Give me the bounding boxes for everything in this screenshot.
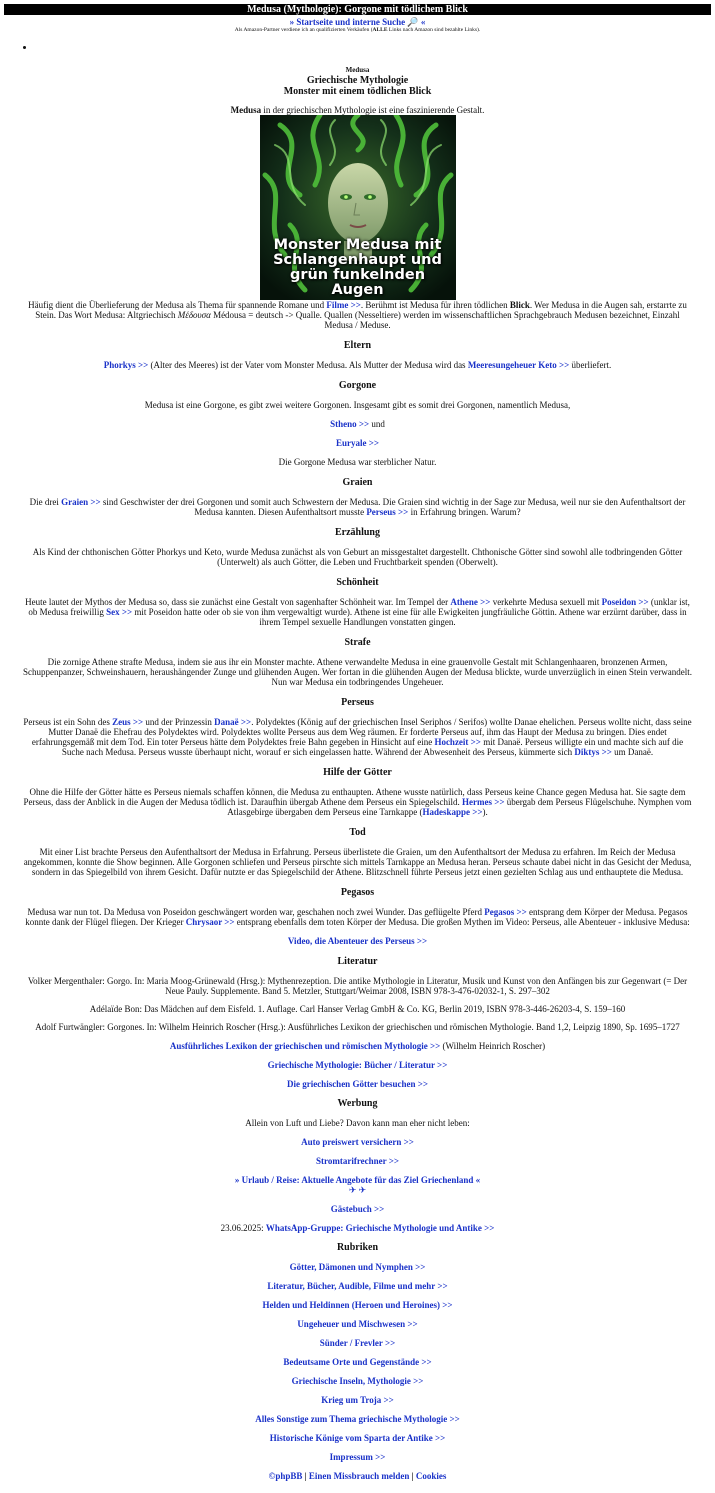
rubrik-orte-link[interactable]: Bedeutsame Orte und Gegenstände >> [283, 1357, 432, 1367]
literatur-item-1: Volker Mergenthaler: Gorgo. In: Maria Moog-Grünewald (Hrsg.): Mythenrezeption. Die antike Mythologie in Literatur, Musik und Kunst von den Anfängen bis zur Gegenwart (= Der Neue Pauly. Supplemente. Band 5. Metzler, Stuttgart/Weimar 2008, ISBN 978-3-476-02032-1, S. 297–302 [27, 976, 688, 996]
rubrik-goetter-link[interactable]: Götter, Dämonen und Nymphen >> [289, 1262, 426, 1272]
stheno-link[interactable]: Stheno >> [330, 419, 370, 429]
hilfe-paragraph: Ohne die Hilfe der Götter hätte es Perseus niemals schaffen können, die Medusa zu enthaupten. Athene wusste natürlich, dass Perseus keine Chance gegen Medusa hat. Sie sagte dem Perseus, dass der Anblick in die Augen der Medusa tödlich ist. Daraufhin übergab Athene dem Perseus ein Spiegelschild. Hermes >> übergab dem Perseus Flügelschuhe. Nymphen vom Atlasgebirge übergaben dem Perseus eine Tarnkappe (Hadeskappe >>). [23, 787, 692, 817]
graien-heading: Graien [342, 477, 373, 488]
hilfe-heading: Hilfe der Götter [323, 767, 392, 778]
rubrik-literatur-link[interactable]: Literatur, Bücher, Audible, Filme und mehr >> [267, 1281, 448, 1291]
lexikon-line: Ausführliches Lexikon der griechischen und römischen Mythologie >> (Wilhelm Heinrich Roscher) [169, 1041, 546, 1051]
werbung-heading: Werbung [337, 1098, 378, 1109]
perseus-link[interactable]: Perseus >> [366, 507, 409, 517]
urlaub-suffix[interactable]: « [475, 1175, 481, 1185]
urlaub-link[interactable]: Urlaub / Reise: Aktuelle Angebote für das Ziel Griechenland [241, 1175, 474, 1185]
rubrik-item [0, 1319, 715, 1329]
books-line [0, 1060, 715, 1070]
hermes-link[interactable]: Hermes >> [461, 797, 505, 807]
books-link[interactable]: Griechische Mythologie: Bücher / Literatur >> [267, 1060, 448, 1070]
guestbook-link[interactable]: Gästebuch >> [330, 1204, 385, 1214]
keto-link[interactable]: Meeresungeheuer Keto >> [467, 360, 570, 370]
rubrik-item [0, 1262, 715, 1272]
literatur-heading: Literatur [337, 956, 378, 967]
top-nav [0, 17, 715, 27]
graien-paragraph: Die drei Graien >> sind Geschwister der drei Gorgonen und somit auch Schwestern der Medusa. Die Graien sind wichtig in der Sage zur Medusa, weil nur sie den Aufenthaltsort der Medusa kannten. Diesen Aufenthaltsort musste Perseus >> in Erfahrung bringen. Warum? [29, 497, 686, 517]
hadeskappe-link[interactable]: Hadeskappe >> [422, 807, 483, 817]
rubrik-item [0, 1376, 715, 1386]
rubrik-sonstiges-link[interactable]: Alles Sonstige zum Thema griechische Mythologie >> [255, 1414, 460, 1424]
gorgone-heading: Gorgone [338, 380, 377, 391]
rubrik-item [0, 1357, 715, 1367]
magnifier-icon[interactable]: 🔎 [407, 17, 419, 27]
gods-line [0, 1079, 715, 1089]
rubrik-item [0, 1338, 715, 1348]
hero-caption: Monster Medusa mit Schlangenhaupt und grün funkelnden Augen [273, 237, 442, 298]
strafe-heading: Strafe [344, 637, 371, 648]
home-search-link[interactable]: Startseite und interne Suche [296, 17, 406, 27]
whatsapp-line: 23.06.2025: WhatsApp-Gruppe: Griechische Mythologie und Antike >> [220, 1223, 495, 1233]
poseidon-link[interactable]: Poseidon >> [601, 597, 649, 607]
abuse-link[interactable]: Einen Missbrauch melden [308, 1471, 410, 1481]
rubrik-sparta-link[interactable]: Historische Könige vom Sparta der Antike >> [269, 1433, 446, 1443]
guestbook-line [0, 1204, 715, 1214]
cookies-link[interactable]: Cookies [415, 1471, 447, 1481]
schoenheit-paragraph: Heute lautet der Mythos der Medusa so, dass sie zunächst eine Gestalt von sagenhafter Schönheit war. Im Tempel der Athene >> verkehrte Medusa sexuell mit Poseidon >> (unklar ist, ob Medusa freiwillig Sex >> mit Poseidon hatte oder ob sie von ihm vergewaltigt wurde). Athene ist eine für alle Ewigkeiten jungfräuliche Göttin. Athene war erzürnt darüber, dass in ihrem Tempel sexuelle Handlungen vonstatten gingen. [25, 597, 690, 627]
eltern-paragraph: Phorkys >> (Alter des Meeres) ist der Vater vom Monster Medusa. Als Mutter der Medusa wird das Meeresungeheuer Keto >> überliefert. [103, 360, 612, 370]
tod-heading: Tod [349, 827, 366, 838]
athene-link[interactable]: Athene >> [450, 597, 491, 607]
whatsapp-link[interactable]: WhatsApp-Gruppe: Griechische Mythologie und Antike >> [265, 1223, 495, 1233]
auto-line [0, 1137, 715, 1147]
page-title: Medusa (Mythologie): Gorgone mit tödlichem Blick [247, 4, 468, 15]
rubrik-helden-link[interactable]: Helden und Heldinnen (Heroen und Heroines) >> [262, 1300, 453, 1310]
rubriken-heading: Rubriken [336, 1242, 379, 1253]
zeus-link[interactable]: Zeus >> [112, 717, 144, 727]
pegasos-heading: Pegasos [340, 887, 375, 898]
header-line2: Monster mit einem tödlichen Blick [283, 86, 432, 97]
chrysaor-link[interactable]: Chrysaor >> [185, 917, 235, 927]
eltern-heading: Eltern [343, 340, 372, 351]
stheno-line: Stheno >> und [330, 419, 385, 429]
medusa-hero-image [260, 115, 456, 300]
rubrik-item [0, 1300, 715, 1310]
strom-link[interactable]: Stromtarifrechner >> [316, 1156, 399, 1166]
rubrik-ungeheuer-link[interactable]: Ungeheuer und Mischwesen >> [297, 1319, 418, 1329]
schoenheit-heading: Schönheit [336, 577, 379, 588]
gorgone-paragraph: Medusa ist eine Gorgone, es gibt zwei weitere Gorgonen. Insgesamt gibt es somit drei Gorgonen, namentlich Medusa, [144, 400, 571, 410]
video-line [0, 936, 715, 946]
euryale-line [0, 438, 715, 448]
phorkys-link[interactable]: Phorkys >> [103, 360, 149, 370]
rubrik-item [0, 1395, 715, 1405]
strafe-paragraph: Die zornige Athene strafte Medusa, indem sie aus ihr ein Monster machte. Athene verwandelte Medusa in eine grauenvolle Gestalt mit Schlangenhaaren, bronzenen Armen, Schuppenpanzer, Schweinshauern, heraushängender Zunge und glühenden Augen. Wer fortan in die glühenden Augen der Medusa blickte, wurde unverzüglich in einen Stein verwandelt. Nun war Medusa ein todbringendes Ungeheuer. [22, 657, 693, 687]
blick-paragraph: Häufig dient die Überlieferung der Medusa als Thema für spannende Romane und Filme >>. Berühmt ist Medusa für ihren tödlichen Blick. Wer Medusa in die Augen sah, erstarrte zu Stein. Das Wort Medusa: Altgriechisch Μέδουσα Médousa = deutsch -> Qualle. Quallen (Nesseltiere) werden im wissenschaftlichen Sprachgebrauch Medusen bezeichnet, Einzahl Medusa / Meduse. [28, 300, 687, 330]
header-small: Medusa [345, 66, 370, 74]
page-title-bar [4, 4, 711, 15]
rubrik-inseln-link[interactable]: Griechische Inseln, Mythologie >> [291, 1376, 424, 1386]
intro-paragraph: Medusa in der griechischen Mythologie ist eine faszinierende Gestalt. [230, 105, 485, 115]
strom-line [0, 1156, 715, 1166]
video-perseus-link[interactable]: Video, die Abenteuer des Perseus >> [287, 936, 428, 946]
footer: ©phpBB | Einen Missbrauch melden | Cookies [268, 1471, 447, 1481]
rubrik-item [0, 1281, 715, 1291]
nav-suffix[interactable]: « [420, 17, 426, 27]
gods-link[interactable]: Die griechischen Götter besuchen >> [286, 1079, 429, 1089]
literatur-item-2: Adélaïde Bon: Das Mädchen auf dem Eisfeld. 1. Auflage. Carl Hanser Verlag GmbH & Co. KG, Berlin 2019, ISBN 978-3-446-26203-4, S. 159–160 [89, 1004, 626, 1014]
airplane-icon[interactable]: ✈ ✈ [348, 1185, 367, 1195]
euryale-link[interactable]: Euryale >> [335, 438, 379, 448]
amazon-disclaimer: Als Amazon-Partner verdiene ich an qualifizierten Verkäufen (ALLE Links nach Amazon sind bezahlte Links). [234, 27, 481, 33]
impressum-link[interactable]: Impressum >> [329, 1452, 386, 1462]
urlaub-line [0, 1175, 715, 1185]
urlaub-prefix[interactable]: » [234, 1175, 240, 1185]
sex-link[interactable]: Sex >> [106, 607, 133, 617]
lexikon-link[interactable]: Ausführliches Lexikon der griechischen und römischen Mythologie >> [169, 1041, 441, 1051]
rubrik-suender-link[interactable]: Sünder / Frevler >> [319, 1338, 396, 1348]
graien-link[interactable]: Graien >> [61, 497, 101, 507]
nav-prefix[interactable]: » [289, 17, 295, 27]
filme-link[interactable]: Filme >> [326, 300, 361, 310]
pegasos-link[interactable]: Pegasos >> [484, 907, 527, 917]
literatur-item-3: Adolf Furtwängler: Gorgones. In: Wilhelm Heinrich Roscher (Hrsg.): Ausführliches Lexikon der griechischen und römischen Mythologie. Band 1,2, Leipzig 1890, Sp. 1695–1727 [35, 1022, 680, 1032]
empty-bullet [36, 42, 715, 54]
rubrik-item [0, 1414, 715, 1424]
hochzeit-link[interactable]: Hochzeit >> [434, 737, 481, 747]
danae-link[interactable]: Danaë >> [214, 717, 252, 727]
pegasos-paragraph: Medusa war nun tot. Da Medusa von Poseidon geschwängert worden war, geschahen noch zwei Wunder. Das geflügelte Pferd Pegasos >> entsprang dem Körper der Medusa. Pegasos konnte dank der Flügel fliegen. Der Krieger Chrysaor >> entsprang ebenfalls dem toten Körper der Medusa. Die großen Mythen im Video: Perseus, alle Abenteuer - inklusive Medusa: [25, 907, 690, 927]
werbung-text: Allein von Luft und Liebe? Davon kann man eher nicht leben: [245, 1118, 470, 1128]
perseus-heading: Perseus [341, 697, 374, 708]
auto-link[interactable]: Auto preiswert versichern >> [301, 1137, 414, 1147]
diktys-link[interactable]: Diktys >> [574, 747, 612, 757]
erzaehlung-paragraph: Als Kind der chthonischen Götter Phorkys und Keto, wurde Medusa zunächst als von Geburt an missgestaltet dargestellt. Chthonische Götter sind sowohl alle todbringenden Götter (Unterwelt) als auch Götter, die Leben und Fruchtbarkeit spenden (Oberwelt). [32, 547, 683, 567]
header-line1: Griechische Mythologie [306, 75, 409, 86]
mortal-paragraph: Die Gorgone Medusa war sterblicher Natur. [278, 457, 437, 467]
empty-bullet-list [0, 42, 715, 56]
rubrik-item [0, 1452, 715, 1462]
rubrik-item [0, 1433, 715, 1443]
phpbb-link[interactable]: ©phpBB [268, 1471, 303, 1481]
tod-paragraph: Mit einer List brachte Perseus den Aufenthaltsort der Medusa in Erfahrung. Perseus überlistete die Graien, um den Aufenthaltsort der Medusa zu erfahren. Im Reich der Medusa angekommen, konnte die Show beginnen. Alle Gorgonen schliefen und Perseus pirschte sich mittels Tarnkappe an Medusa heran. Perseus schaute dabei nicht in das Gesicht der Medusa, sondern in das Spiegelbild von ihrem Gesicht. Dafür nutzte er das Spiegelschild der Athene. Blitzschnell führte Perseus jetzt einen gezielten Schlag aus und enthauptete die Medusa. [23, 847, 692, 877]
rubrik-troja-link[interactable]: Krieg um Troja >> [321, 1395, 394, 1405]
erzaehlung-heading: Erzählung [334, 527, 380, 538]
perseus-paragraph: Perseus ist ein Sohn des Zeus >> und der Prinzessin Danaë >>. Polydektes (König auf der griechischen Insel Seriphos / Serifos) wollte Danae ehelichen. Perseus wollte nicht, dass seine Mutter Danaë die Ehefrau des Polydektes wird. Polydektes wollte Perseus aus dem Weg räumen. Er forderte Perseus auf, ihm das Haupt der Medusa zu bringen. Dies endet erfahrungsgemäß mit dem Tod. Ein toter Perseus hätte dem Polydektes freie Bahn gegeben in Hinsicht auf eine Hochzeit >> mit Danaë. Perseus willigte ein und machte sich auf die Suche nach Medusa. Perseus wusste überhaupt nicht, worauf er sich eingelassen hatte. Während der Abwesenheit des Perseus, kümmerte sich Diktys >> um Danaë. [23, 717, 692, 757]
